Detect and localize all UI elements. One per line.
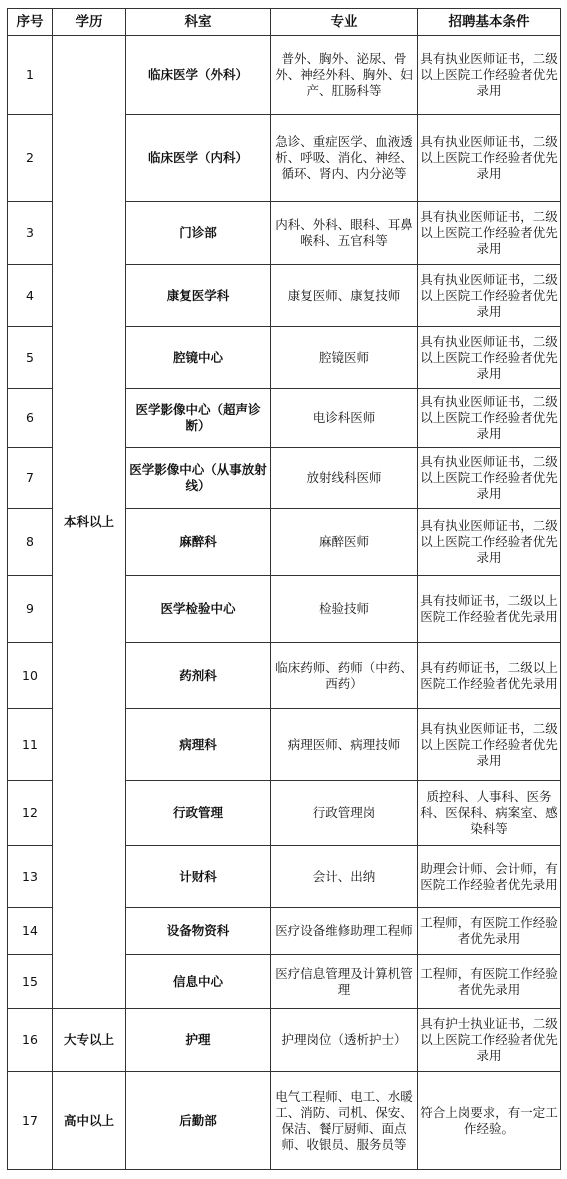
row-conditions: 具有执业医师证书，二级以上医院工作经验者优先录用: [418, 327, 561, 389]
row-seq: 14: [8, 908, 53, 955]
row-department: 计财科: [126, 846, 271, 908]
row-conditions: 具有护士执业证书，二级以上医院工作经验者优先录用: [418, 1009, 561, 1072]
row-seq: 15: [8, 955, 53, 1009]
row-conditions: 质控科、人事科、医务科、医保科、病案室、感染科等: [418, 781, 561, 846]
row-conditions: 具有执业医师证书，二级以上医院工作经验者优先录用: [418, 709, 561, 781]
row-major: 放射线科医师: [271, 448, 418, 509]
row-major: 护理岗位（透析护士）: [271, 1009, 418, 1072]
row-major: 临床药师、药师（中药、西药）: [271, 643, 418, 709]
row-department: 麻醉科: [126, 509, 271, 576]
row-seq: 7: [8, 448, 53, 509]
row-major: 电诊科医师: [271, 389, 418, 448]
header-major: 专业: [271, 9, 418, 36]
row-major: 行政管理岗: [271, 781, 418, 846]
row-major: 会计、出纳: [271, 846, 418, 908]
row-seq: 9: [8, 576, 53, 643]
row-department: 药剂科: [126, 643, 271, 709]
header-conditions: 招聘基本条件: [418, 9, 561, 36]
row-department: 信息中心: [126, 955, 271, 1009]
row-conditions: 具有执业医师证书，二级以上医院工作经验者优先录用: [418, 389, 561, 448]
row-department: 医学检验中心: [126, 576, 271, 643]
row-conditions: 具有执业医师证书，二级以上医院工作经验者优先录用: [418, 448, 561, 509]
row-seq: 10: [8, 643, 53, 709]
table-row: [8, 1009, 561, 1072]
row-seq: 8: [8, 509, 53, 576]
row-major: 腔镜医师: [271, 327, 418, 389]
row-department: 行政管理: [126, 781, 271, 846]
row-conditions: 具有药师证书，二级以上医院工作经验者优先录用: [418, 643, 561, 709]
row-conditions: 工程师，有医院工作经验者优先录用: [418, 908, 561, 955]
row-seq: 1: [8, 36, 53, 115]
table-row: [8, 36, 561, 115]
row-conditions: 工程师，有医院工作经验者优先录用: [418, 955, 561, 1009]
row-seq: 2: [8, 115, 53, 202]
row-department: 医学影像中心（从事放射线）: [126, 448, 271, 509]
row-major: 医疗信息管理及计算机管理: [271, 955, 418, 1009]
table-header-row: [8, 9, 561, 36]
row-major: 病理医师、病理技师: [271, 709, 418, 781]
row-department: 门诊部: [126, 202, 271, 265]
row-conditions: 具有技师证书，二级以上医院工作经验者优先录用: [418, 576, 561, 643]
row-seq: 13: [8, 846, 53, 908]
row-conditions: 助理会计师、会计师，有医院工作经验者优先录用: [418, 846, 561, 908]
recruitment-table: [7, 8, 561, 1170]
education-cell: 高中以上: [53, 1072, 126, 1170]
row-major: 普外、胸外、泌尿、骨外、神经外科、胸外、妇产、肛肠科等: [271, 36, 418, 115]
row-major: 急诊、重症医学、血液透析、呼吸、消化、神经、循环、肾内、内分泌等: [271, 115, 418, 202]
row-conditions: 具有执业医师证书，二级以上医院工作经验者优先录用: [418, 115, 561, 202]
row-department: 康复医学科: [126, 265, 271, 327]
row-department: 腔镜中心: [126, 327, 271, 389]
header-seq: 序号: [8, 9, 53, 36]
row-seq: 6: [8, 389, 53, 448]
row-major: 电气工程师、电工、水暖工、消防、司机、保安、保洁、餐厅厨师、面点师、收银员、服务员等: [271, 1072, 418, 1170]
row-conditions: 具有执业医师证书，二级以上医院工作经验者优先录用: [418, 509, 561, 576]
header-education: 学历: [53, 9, 126, 36]
row-department: 后勤部: [126, 1072, 271, 1170]
row-seq: 5: [8, 327, 53, 389]
table-row: [8, 1072, 561, 1170]
row-seq: 12: [8, 781, 53, 846]
education-cell: 大专以上: [53, 1009, 126, 1072]
row-seq: 3: [8, 202, 53, 265]
header-department: 科室: [126, 9, 271, 36]
row-seq: 17: [8, 1072, 53, 1170]
row-major: 检验技师: [271, 576, 418, 643]
row-conditions: 具有执业医师证书，二级以上医院工作经验者优先录用: [418, 36, 561, 115]
row-department: 临床医学（外科）: [126, 36, 271, 115]
row-conditions: 具有执业医师证书，二级以上医院工作经验者优先录用: [418, 265, 561, 327]
row-major: 内科、外科、眼科、耳鼻喉科、五官科等: [271, 202, 418, 265]
row-department: 临床医学（内科）: [126, 115, 271, 202]
row-major: 麻醉医师: [271, 509, 418, 576]
row-major: 医疗设备维修助理工程师: [271, 908, 418, 955]
row-major: 康复医师、康复技师: [271, 265, 418, 327]
row-seq: 11: [8, 709, 53, 781]
row-seq: 16: [8, 1009, 53, 1072]
row-department: 病理科: [126, 709, 271, 781]
row-department: 设备物资科: [126, 908, 271, 955]
row-seq: 4: [8, 265, 53, 327]
row-conditions: 符合上岗要求，有一定工作经验。: [418, 1072, 561, 1170]
row-department: 医学影像中心（超声诊断）: [126, 389, 271, 448]
row-department: 护理: [126, 1009, 271, 1072]
education-cell: 本科以上: [53, 36, 126, 1009]
row-conditions: 具有执业医师证书，二级以上医院工作经验者优先录用: [418, 202, 561, 265]
